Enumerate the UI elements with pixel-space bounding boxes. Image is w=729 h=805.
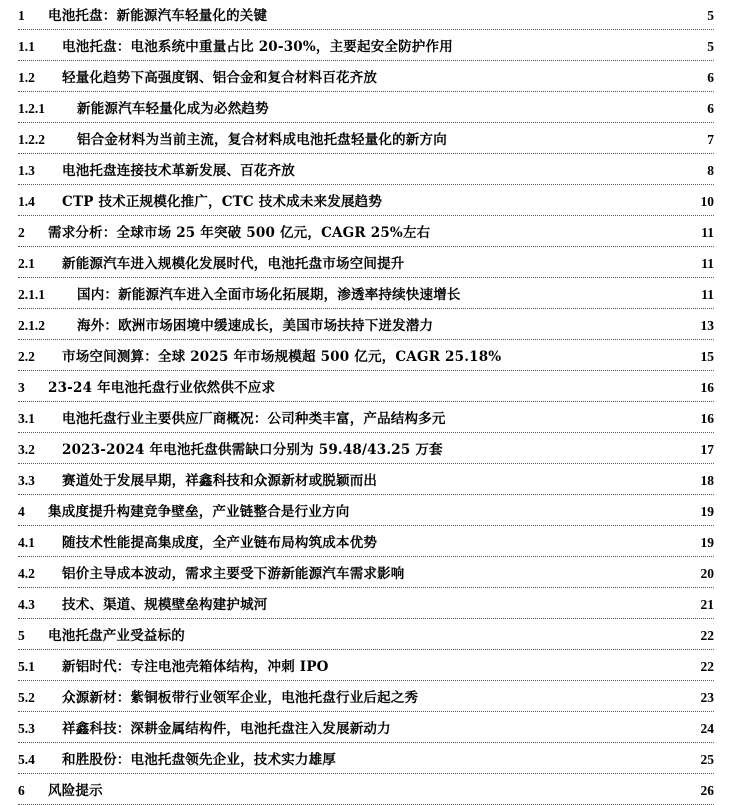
dotted-leader-line <box>18 618 714 619</box>
toc-entry[interactable] <box>0 341 729 371</box>
toc-entry-page: 19 <box>700 504 714 519</box>
dotted-leader-line <box>18 556 714 557</box>
dotted-leader-line <box>18 463 714 464</box>
toc-entry-title: 2023-2024 年电池托盘供需缺口分别为 59.48/43.25 万套 <box>62 442 443 458</box>
dotted-leader-line <box>18 184 714 185</box>
toc-entry-number: 1 <box>18 8 25 23</box>
toc-entry-title: 赛道处于发展早期，祥鑫科技和众源新材或脱颖而出 <box>62 473 378 489</box>
toc-entry-number: 1.3 <box>18 163 35 178</box>
toc-entry-number: 4.3 <box>18 597 35 612</box>
toc-entry[interactable] <box>0 124 729 154</box>
toc-entry[interactable] <box>0 620 729 650</box>
toc-entry-title: 轻量化趋势下高强度钢、铝合金和复合材料百花齐放 <box>62 70 378 86</box>
toc-entry-title: 电池托盘：电池系统中重量占比 20-30%，主要起安全防护作用 <box>62 39 453 55</box>
toc-entry[interactable] <box>0 310 729 340</box>
toc-entry-title: 市场空间测算：全球 2025 年市场规模超 500 亿元，CAGR 25.18% <box>62 349 502 365</box>
toc-entry-number: 1.2 <box>18 70 35 85</box>
toc-entry-page: 19 <box>700 535 714 550</box>
toc-entry[interactable] <box>0 651 729 681</box>
toc-entry-title: CTP 技术正规模化推广，CTC 技术成未来发展趋势 <box>62 194 383 210</box>
toc-entry-page: 22 <box>700 628 714 643</box>
toc-entry-number: 3 <box>18 380 25 395</box>
toc-entry-page: 11 <box>701 225 714 240</box>
toc-entry-page: 5 <box>707 8 714 23</box>
toc-entry[interactable] <box>0 31 729 61</box>
toc-entry-title: 新铝时代：专注电池壳箱体结构，冲刺 IPO <box>62 659 329 675</box>
toc-entry-title: 电池托盘行业主要供应厂商概况：公司种类丰富，产品结构多元 <box>62 411 446 427</box>
toc-entry-page: 21 <box>700 597 714 612</box>
toc-entry[interactable] <box>0 589 729 619</box>
toc-entry-page: 26 <box>700 783 714 798</box>
toc-entry[interactable] <box>0 248 729 278</box>
dotted-leader-line <box>18 711 714 712</box>
toc-entry-number: 1.2.1 <box>18 101 45 116</box>
toc-entry-page: 17 <box>700 442 714 457</box>
toc-entry-page: 11 <box>701 287 714 302</box>
toc-entry-title: 新能源汽车轻量化成为必然趋势 <box>77 101 269 117</box>
toc-entry-number: 5.4 <box>18 752 35 767</box>
toc-entry-number: 5.1 <box>18 659 35 674</box>
toc-entry-title: 众源新材：紫铜板带行业领军企业，电池托盘行业后起之秀 <box>62 690 419 706</box>
toc-entry-title: 新能源汽车进入规模化发展时代，电池托盘市场空间提升 <box>62 256 405 272</box>
dotted-leader-line <box>18 401 714 402</box>
toc-entry-number: 1.4 <box>18 194 35 209</box>
toc-entry-page: 18 <box>700 473 714 488</box>
toc-entry[interactable] <box>0 682 729 712</box>
toc-entry-title: 随技术性能提高集成度，全产业链布局构筑成本优势 <box>62 535 378 551</box>
toc-entry-title: 需求分析：全球市场 25 年突破 500 亿元，CAGR 25%左右 <box>48 225 431 241</box>
toc-entry-title: 技术、渠道、规模壁垒构建护城河 <box>62 597 268 613</box>
dotted-leader-line <box>18 215 714 216</box>
toc-entry-number: 6 <box>18 783 25 798</box>
toc-entry-title: 铝合金材料为当前主流，复合材料成电池托盘轻量化的新方向 <box>77 132 447 148</box>
toc-entry-page: 5 <box>707 39 714 54</box>
toc-entry-number: 2.1.2 <box>18 318 45 333</box>
toc-entry[interactable] <box>0 744 729 774</box>
toc-entry-page: 25 <box>700 752 714 767</box>
dotted-leader-line <box>18 587 714 588</box>
toc-entry-title: 和胜股份：电池托盘领先企业，技术实力雄厚 <box>62 752 336 768</box>
toc-entry-number: 1.2.2 <box>18 132 45 147</box>
toc-entry-page: 23 <box>700 690 714 705</box>
toc-entry[interactable] <box>0 496 729 526</box>
dotted-leader-line <box>18 153 714 154</box>
toc-entry-page: 15 <box>700 349 714 364</box>
toc-entry[interactable] <box>0 775 729 805</box>
toc-entry-number: 5 <box>18 628 25 643</box>
toc-entry-number: 4.1 <box>18 535 35 550</box>
toc-entry-title: 铝价主导成本波动，需求主要受下游新能源汽车需求影响 <box>62 566 405 582</box>
toc-entry-title: 祥鑫科技：深耕金属结构件，电池托盘注入发展新动力 <box>62 721 391 737</box>
toc-entry-title: 海外：欧洲市场困境中缓速成长，美国市场扶持下迸发潜力 <box>77 318 434 334</box>
toc-entry[interactable] <box>0 93 729 123</box>
toc-entry-title: 电池托盘：新能源汽车轻量化的关键 <box>48 8 268 24</box>
dotted-leader-line <box>18 339 714 340</box>
toc-entry-number: 2.1.1 <box>18 287 45 302</box>
toc-entry[interactable] <box>0 527 729 557</box>
dotted-leader-line <box>18 370 714 371</box>
toc-entry-page: 16 <box>700 411 714 426</box>
toc-entry[interactable] <box>0 434 729 464</box>
toc-entry-title: 国内：新能源汽车进入全面市场化拓展期，渗透率持续快速增长 <box>77 287 461 303</box>
dotted-leader-line <box>18 122 714 123</box>
toc-entry-page: 22 <box>700 659 714 674</box>
toc-entry[interactable] <box>0 217 729 247</box>
toc-entry-page: 7 <box>707 132 714 147</box>
dotted-leader-line <box>18 494 714 495</box>
toc-entry[interactable] <box>0 155 729 185</box>
toc-entry-number: 5.2 <box>18 690 35 705</box>
toc-entry[interactable] <box>0 0 729 30</box>
toc-entry-title: 风险提示 <box>48 783 103 799</box>
dotted-leader-line <box>18 246 714 247</box>
dotted-leader-line <box>18 649 714 650</box>
toc-entry[interactable] <box>0 279 729 309</box>
toc-entry-title: 电池托盘产业受益标的 <box>48 628 185 644</box>
toc-entry-number: 1.1 <box>18 39 35 54</box>
dotted-leader-line <box>18 525 714 526</box>
toc-entry-number: 3.3 <box>18 473 35 488</box>
dotted-leader-line <box>18 60 714 61</box>
toc-entry-number: 4.2 <box>18 566 35 581</box>
dotted-leader-line <box>18 680 714 681</box>
dotted-leader-line <box>18 432 714 433</box>
dotted-leader-line <box>18 308 714 309</box>
dotted-leader-line <box>18 29 714 30</box>
dotted-leader-line <box>18 742 714 743</box>
dotted-leader-line <box>18 91 714 92</box>
toc-entry-page: 20 <box>700 566 714 581</box>
dotted-leader-line <box>18 773 714 774</box>
toc-entry-page: 13 <box>700 318 714 333</box>
toc-entry-page: 8 <box>707 163 714 178</box>
toc-entry-title: 23-24 年电池托盘行业依然供不应求 <box>48 380 276 396</box>
toc-entry-page: 6 <box>707 101 714 116</box>
toc-entry-number: 4 <box>18 504 25 519</box>
toc-entry-number: 3.2 <box>18 442 35 457</box>
toc-entry-page: 10 <box>700 194 714 209</box>
toc-entry[interactable] <box>0 186 729 216</box>
toc-entry-number: 2.2 <box>18 349 35 364</box>
toc-entry-title: 集成度提升构建竞争壁垒，产业链整合是行业方向 <box>48 504 350 520</box>
toc-entry-page: 11 <box>701 256 714 271</box>
toc-entry[interactable] <box>0 403 729 433</box>
toc-entry-page: 24 <box>700 721 714 736</box>
toc-entry-title: 电池托盘连接技术革新发展、百花齐放 <box>62 163 295 179</box>
toc-entry-page: 6 <box>707 70 714 85</box>
toc-entry-number: 2 <box>18 225 25 240</box>
toc-entry[interactable] <box>0 465 729 495</box>
toc-entry-number: 2.1 <box>18 256 35 271</box>
toc-entry[interactable] <box>0 62 729 92</box>
toc-entry-number: 5.3 <box>18 721 35 736</box>
toc-entry-page: 16 <box>700 380 714 395</box>
dotted-leader-line <box>18 277 714 278</box>
toc-entry[interactable] <box>0 558 729 588</box>
toc-entry-number: 3.1 <box>18 411 35 426</box>
toc-entry[interactable] <box>0 372 729 402</box>
toc-entry[interactable] <box>0 713 729 743</box>
